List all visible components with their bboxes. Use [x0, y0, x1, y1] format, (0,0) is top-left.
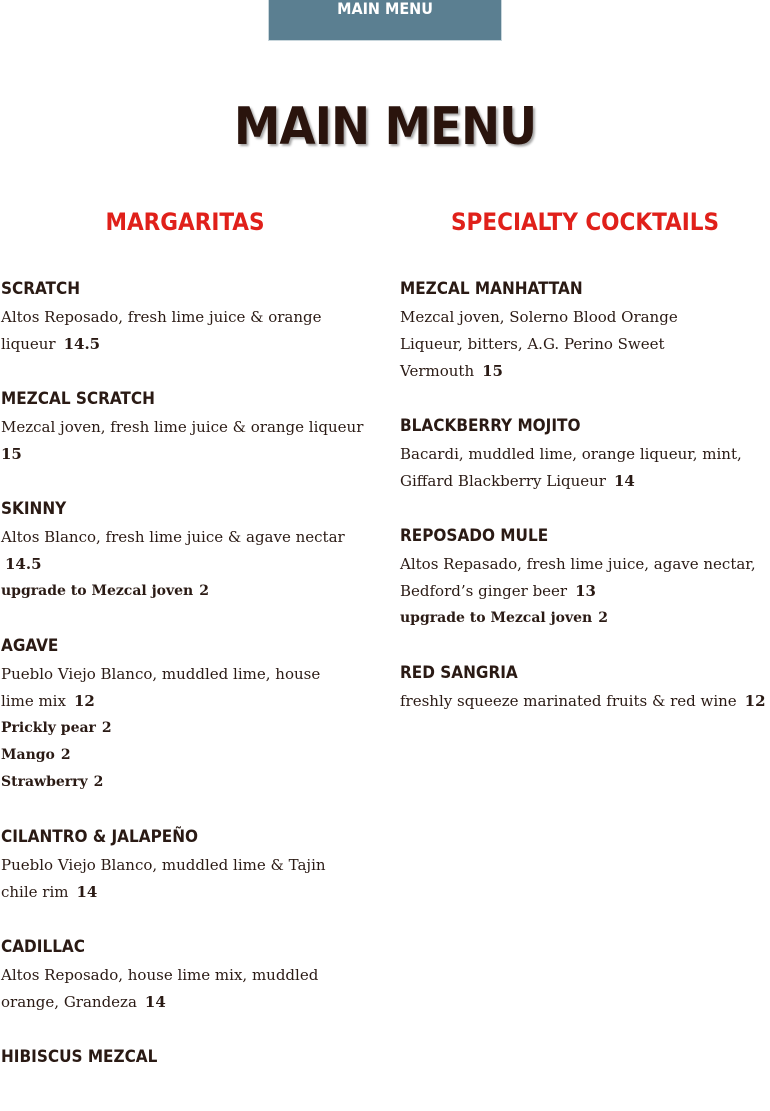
item-description: Altos Reposado, fresh lime juice & orange liqueur 14.5: [1, 308, 322, 353]
item-name: SCRATCH: [1, 279, 80, 299]
item-price: 14: [76, 883, 98, 901]
item-description: Altos Repasado, fresh lime juice, agave nectar, Bedford’s ginger beer 13: [400, 555, 756, 600]
item-price: 14: [144, 993, 166, 1011]
item-description: Pueblo Viejo Blanco, muddled lime, house lime mix 12: [1, 665, 321, 710]
item-extra: Prickly pear 2: [1, 720, 112, 736]
item-name: CADILLAC: [1, 937, 85, 957]
item-name: SKINNY: [1, 499, 67, 519]
item-name: CILANTRO & JALAPEÑO: [1, 827, 199, 847]
item-description: Mezcal joven, fresh lime juice & orange liqueur: [1, 418, 364, 436]
menu-item: [1, 822, 371, 906]
section-title-margaritas: MARGARITAS: [105, 208, 265, 236]
item-name: BLACKBERRY MOJITO: [400, 416, 581, 436]
item-price: 14.5: [5, 555, 42, 573]
menu-item: [1, 932, 371, 1016]
item-name: MEZCAL MANHATTAN: [400, 279, 583, 299]
menu-item: [400, 274, 770, 385]
item-description: Altos Reposado, house lime mix, muddled orange, Grandeza 14: [1, 966, 319, 1011]
item-description: Mezcal joven, Solerno Blood Orange Liqueur, bitters, A.G. Perino Sweet Vermouth 15: [400, 308, 678, 380]
item-description: freshly squeeze marinated fruits & red wine 12: [400, 692, 766, 710]
specialty-list: [400, 274, 770, 715]
item-name: HIBISCUS MEZCAL: [1, 1047, 158, 1067]
menu-item: [1, 1042, 371, 1072]
specialty-cocktails-section: [400, 200, 770, 715]
menu-item: [1, 631, 371, 796]
item-extra: upgrade to Mezcal joven 2: [400, 610, 608, 626]
item-price: 12: [73, 692, 95, 710]
section-title-specialty-cocktails: SPECIALTY COCKTAILS: [450, 208, 720, 236]
item-name: REPOSADO MULE: [400, 526, 549, 546]
main-menu-tab[interactable]: MAIN MENU: [268, 0, 502, 41]
menu-item: [1, 494, 371, 605]
item-description: Bacardi, muddled lime, orange liqueur, mint, Giffard Blackberry Liqueur 14: [400, 445, 742, 490]
item-price: 13: [575, 582, 596, 600]
margaritas-section: [1, 200, 371, 1072]
menu-item: [1, 384, 371, 468]
item-price: 12: [744, 692, 766, 710]
item-name: RED SANGRIA: [400, 663, 518, 683]
item-extra: Mango 2: [1, 747, 71, 763]
item-extra: Strawberry 2: [1, 774, 104, 790]
item-price: 15: [482, 362, 503, 380]
menu-item: [400, 521, 770, 632]
item-name: MEZCAL SCRATCH: [1, 389, 155, 409]
item-price: 15: [1, 445, 22, 463]
menu-item: [1, 274, 371, 358]
menu-item: [400, 411, 770, 495]
item-description: Pueblo Viejo Blanco, muddled lime & Tajin chile rim 14: [1, 856, 326, 901]
item-price: 14.5: [63, 335, 101, 353]
item-name: AGAVE: [1, 636, 59, 656]
item-price: 14: [613, 472, 635, 490]
menu-item: [400, 658, 770, 715]
margaritas-list: [1, 274, 371, 1072]
item-extra: upgrade to Mezcal joven 2: [1, 583, 209, 599]
item-description: Altos Blanco, fresh lime juice & agave nectar: [1, 528, 345, 546]
page-title: MAIN MENU: [233, 97, 537, 157]
